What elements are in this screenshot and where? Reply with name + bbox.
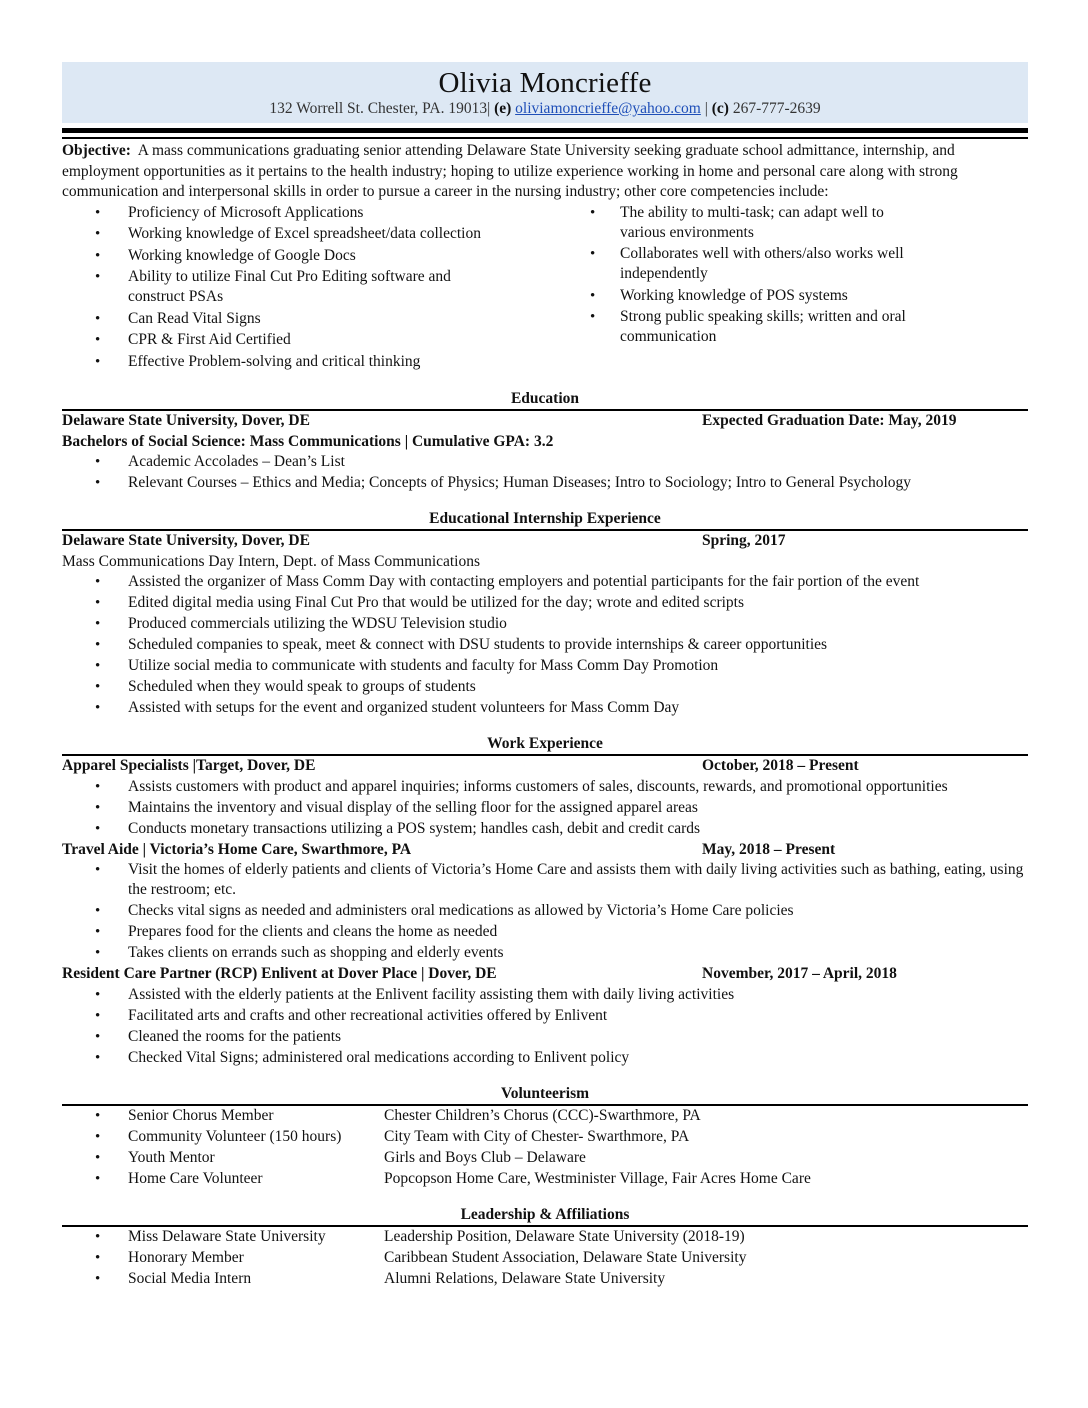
list-item: • Checks vital signs as needed and administers oral medications as allowed by Victoria’s Home Care policies [62, 901, 1028, 921]
header-rule-thick [62, 128, 1028, 133]
volunteer-role: • Community Volunteer (150 hours) [128, 1127, 342, 1145]
volunteer-org: Popcopson Home Care, Westminister Village, Fair Acres Home Care [384, 1169, 811, 1187]
graduation-date: Expected Graduation Date: May, 2019 [702, 412, 957, 429]
volunteer-role: • Youth Mentor [128, 1148, 215, 1166]
competency-item: • CPR & First Aid Certified [62, 330, 542, 350]
job-heading: Resident Care Partner (RCP) Enlivent at Dover Place | Dover, DE [62, 965, 497, 982]
list-item: • Facilitated arts and crafts and other recreational activities offered by Enlivent [62, 1006, 1028, 1026]
leadership-list [62, 1227, 1028, 1289]
competency-item: • The ability to multi-task; can adapt well to various environments [574, 203, 920, 243]
leadership-item [62, 1269, 1028, 1289]
list-item: • Visit the homes of elderly patients and clients of Victoria’s Home Care and assists them with daily living activities such as bathing, eating, using the restroom; etc. [62, 860, 1028, 900]
phone-number: 267-777-2639 [732, 100, 821, 117]
leadership-item [62, 1227, 1028, 1247]
competencies-left [62, 203, 542, 374]
internship-row [62, 531, 1028, 552]
section-title-leadership: Leadership & Affiliations [460, 1205, 630, 1223]
volunteer-org: City Team with City of Chester- Swarthmore, PA [384, 1127, 690, 1145]
volunteer-item [62, 1169, 1028, 1189]
objective-label: Objective: [62, 142, 131, 159]
candidate-name: Olivia Moncrieffe [438, 67, 652, 99]
list-item: • Edited digital media using Final Cut Pro that would be utilized for the day; wrote and edited scripts [62, 593, 1028, 613]
competency-item: • Collaborates well with others/also works well independently [574, 244, 910, 284]
job-row [62, 756, 1028, 777]
volunteer-role: • Senior Chorus Member [128, 1106, 274, 1124]
section-title-education: Education [510, 390, 580, 407]
volunteer-org: Chester Children’s Chorus (CCC)-Swarthmore, PA [384, 1106, 701, 1124]
objective [62, 141, 1028, 203]
volunteer-list [62, 1106, 1028, 1189]
list-item: • Maintains the inventory and visual display of the selling floor for the assigned apparel areas [62, 798, 1028, 818]
list-item: • Produced commercials utilizing the WDSU Television studio [62, 614, 1028, 634]
competency-item: • Ability to utilize Final Cut Pro Editing software and construct PSAs [62, 267, 468, 307]
job-bullets [62, 777, 1028, 839]
phone-label: (c) [711, 100, 729, 117]
job-date: November, 2017 – April, 2018 [702, 965, 897, 982]
list-item: • Assisted with the elderly patients at the Enlivent facility assisting them with daily living activities [62, 985, 1028, 1005]
leadership-org: Alumni Relations, Delaware State University [384, 1269, 666, 1287]
list-item: • Scheduled companies to speak, meet & connect with DSU students to provide internships & career opportunities [62, 635, 1028, 655]
job-date: May, 2018 – Present [702, 840, 836, 858]
leadership-org: Leadership Position, Delaware State University (2018-19) [384, 1227, 745, 1245]
list-item: • Cleaned the rooms for the patients [62, 1027, 1028, 1047]
volunteer-item [62, 1106, 1028, 1126]
education-row [62, 411, 1028, 432]
competencies-right [574, 203, 994, 374]
competency-item: • Can Read Vital Signs [62, 309, 542, 329]
job-row [62, 840, 1028, 861]
volunteer-org: Girls and Boys Club – Delaware [384, 1148, 586, 1166]
internship-org: Delaware State University, Dover, DE [62, 532, 310, 549]
list-item: • Academic Accolades – Dean’s List [62, 452, 1028, 472]
competency-item: • Working knowledge of Google Docs [62, 246, 542, 266]
job-bullets [62, 985, 1028, 1068]
header-band [62, 62, 1028, 123]
competency-item: • Proficiency of Microsoft Applications [62, 203, 542, 223]
competency-item: • Strong public speaking skills; written and oral communication [574, 307, 910, 347]
degree: Bachelors of Social Science: Mass Communications | Cumulative GPA: 3.2 [62, 432, 554, 450]
header-rule-thin [62, 137, 1028, 139]
list-item: • Scheduled when they would speak to groups of students [62, 677, 1028, 697]
leadership-item [62, 1248, 1028, 1268]
volunteer-item [62, 1148, 1028, 1168]
address: 132 Worrell St. Chester, PA. 19013| [269, 100, 491, 117]
list-item: • Utilize social media to communicate with students and faculty for Mass Comm Day Promotion [62, 656, 1028, 676]
section-title-work: Work Experience [487, 735, 603, 752]
list-item: • Checked Vital Signs; administered oral medications according to Enlivent policy [62, 1048, 1028, 1068]
competency-item: • Working knowledge of Excel spreadsheet/data collection [62, 224, 542, 244]
email-label: (e) [494, 100, 512, 117]
section-title-volunteerism: Volunteerism [500, 1084, 590, 1102]
list-item: • Assisted the organizer of Mass Comm Day with contacting employers and potential participants for the fair portion of the event [62, 572, 1028, 592]
internship-bullets [62, 572, 1028, 718]
internship-role: Mass Communications Day Intern, Dept. of Mass Communications [62, 552, 481, 570]
job-row [62, 964, 1028, 985]
job-heading: Travel Aide | Victoria’s Home Care, Swarthmore, PA [62, 840, 412, 858]
competency-item: • Working knowledge of POS systems [574, 286, 994, 306]
section-title-internship: Educational Internship Experience [429, 510, 661, 527]
job-bullets [62, 860, 1028, 963]
school-name: Delaware State University, Dover, DE [62, 412, 310, 429]
job-heading: Apparel Specialists |Target, Dover, DE [62, 757, 316, 774]
contact-line [62, 99, 1028, 119]
leadership-role: • Social Media Intern [128, 1269, 252, 1287]
objective-text: A mass communications graduating senior attending Delaware State University seeking graduate school admittance, internship, and employment opportunities as it pertains to the health industry; hoping to utilize experience working in home and personal care along with strong communication and interpersonal skills in order to pursue a career in the nursing industry; other core competencies include: [62, 142, 958, 200]
job-date: October, 2018 – Present [702, 757, 859, 774]
list-item: • Takes clients on errands such as shopping and elderly events [62, 943, 1028, 963]
education-bullets [62, 452, 1028, 493]
list-item: • Assists customers with product and apparel inquiries; informs customers of sales, discounts, rewards, and promotional opportunities [62, 777, 1028, 797]
list-item: • Assisted with setups for the event and organized student volunteers for Mass Comm Day [62, 698, 1028, 718]
volunteer-role: • Home Care Volunteer [128, 1169, 263, 1187]
competency-item: • Effective Problem-solving and critical thinking [62, 352, 542, 372]
list-item: • Conducts monetary transactions utilizing a POS system; handles cash, debit and credit cards [62, 819, 1028, 839]
leadership-org: Caribbean Student Association, Delaware State University [384, 1248, 747, 1266]
separator: | [704, 100, 708, 117]
leadership-role: • Honorary Member [128, 1248, 244, 1266]
list-item: • Prepares food for the clients and cleans the home as needed [62, 922, 1028, 942]
leadership-role: • Miss Delaware State University [128, 1227, 326, 1245]
competencies [62, 203, 1028, 374]
list-item: • Relevant Courses – Ethics and Media; Concepts of Physics; Human Diseases; Intro to Sociology; Intro to General Psychology [62, 473, 1028, 493]
internship-date: Spring, 2017 [702, 532, 786, 549]
volunteer-item [62, 1127, 1028, 1147]
email-link[interactable]: oliviamoncrieffe@yahoo.com [515, 100, 701, 117]
resume-page [62, 62, 1028, 1290]
